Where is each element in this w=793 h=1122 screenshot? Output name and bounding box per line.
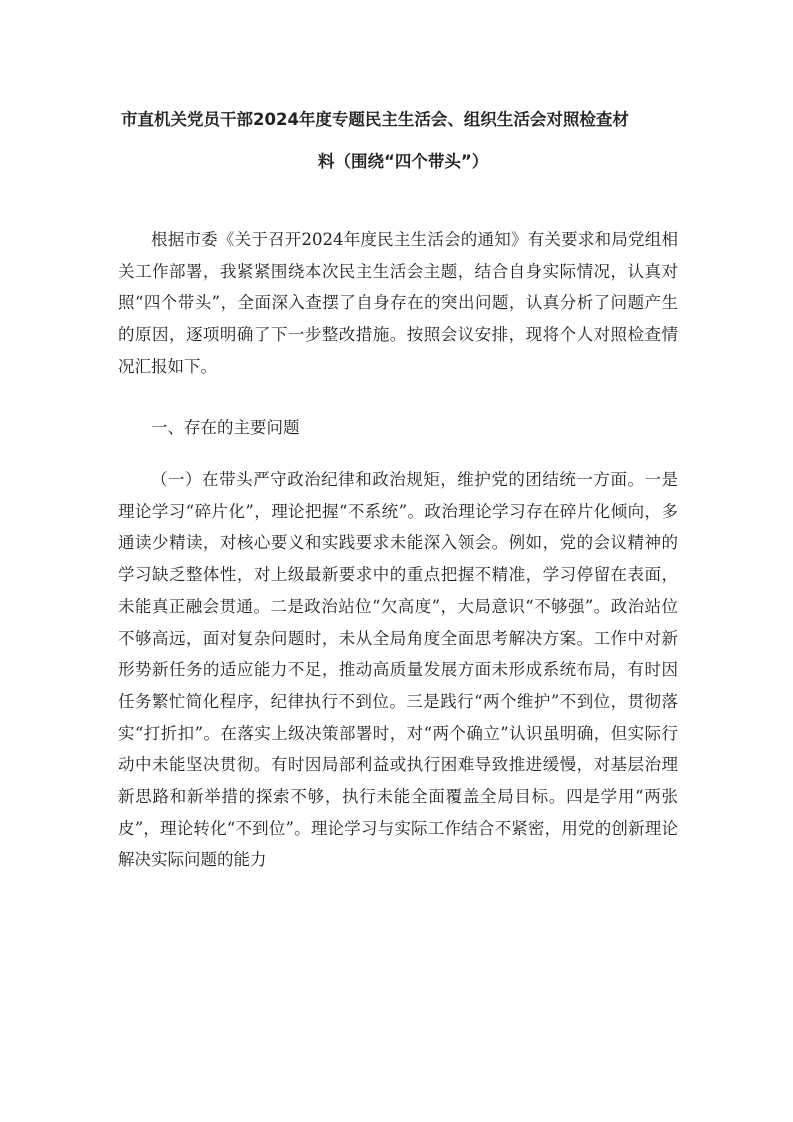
document-title-line2: 料（围绕“四个带头”） <box>318 152 489 171</box>
body-paragraph: （一）在带头严守政治纪律和政治规矩，维护党的团结统一方面。一是理论学习“碎片化”，理论把握“不系统”。政治理论学习存在碎片化倾向，多通读少精读，对核心要义和实践要求未能深入领会。例如，党的会议精神的学习缺乏整体性，对上级最新要求中的重点把握不精准，学习停留在表面，未能真正融会贯通。二是政治站位“欠高度”，大局意识“不够强”。政治站位不够高远，面对复杂问题时，未从全局角度全面思考解决方案。工作中对新形势新任务的适应能力不足，推动高质量发展方面未形成系统布局，有时因任务繁忙简化程序，纪律执行不到位。三是践行“两个维护”不到位，贯彻落实“打折扣”。在落实上级决策部署时，对“两个确立”认识虽明确，但实际行动中未能坚决贯彻。有时因局部利益或执行困难导致推进缓慢，对基层治理新思路和新举措的探索不够，执行未能全面覆盖全局目标。四是学用“两张皮”，理论转化“不到位”。理论学习与实际工作结合不紧密，用党的创新理论解决实际问题的能力 <box>118 470 678 870</box>
intro-paragraph: 根据市委《关于召开2024年度民主生活会的通知》有关要求和局党组相关工作部署，我紧紧围绕本次民主生活会主题，结合自身实际情况，认真对照“四个带头”，全面深入查摆了自身存在的突出问题，认真分析了问题产生的原因，逐项明确了下一步整改措施。按照会议安排，现将个人对照检查情况汇报如下。 <box>118 230 678 376</box>
section-heading: 一、存在的主要问题 <box>151 418 300 437</box>
document-title-line1: 市直机关党员干部2024年度专题民主生活会、组织生活会对照检查材 <box>121 110 629 129</box>
